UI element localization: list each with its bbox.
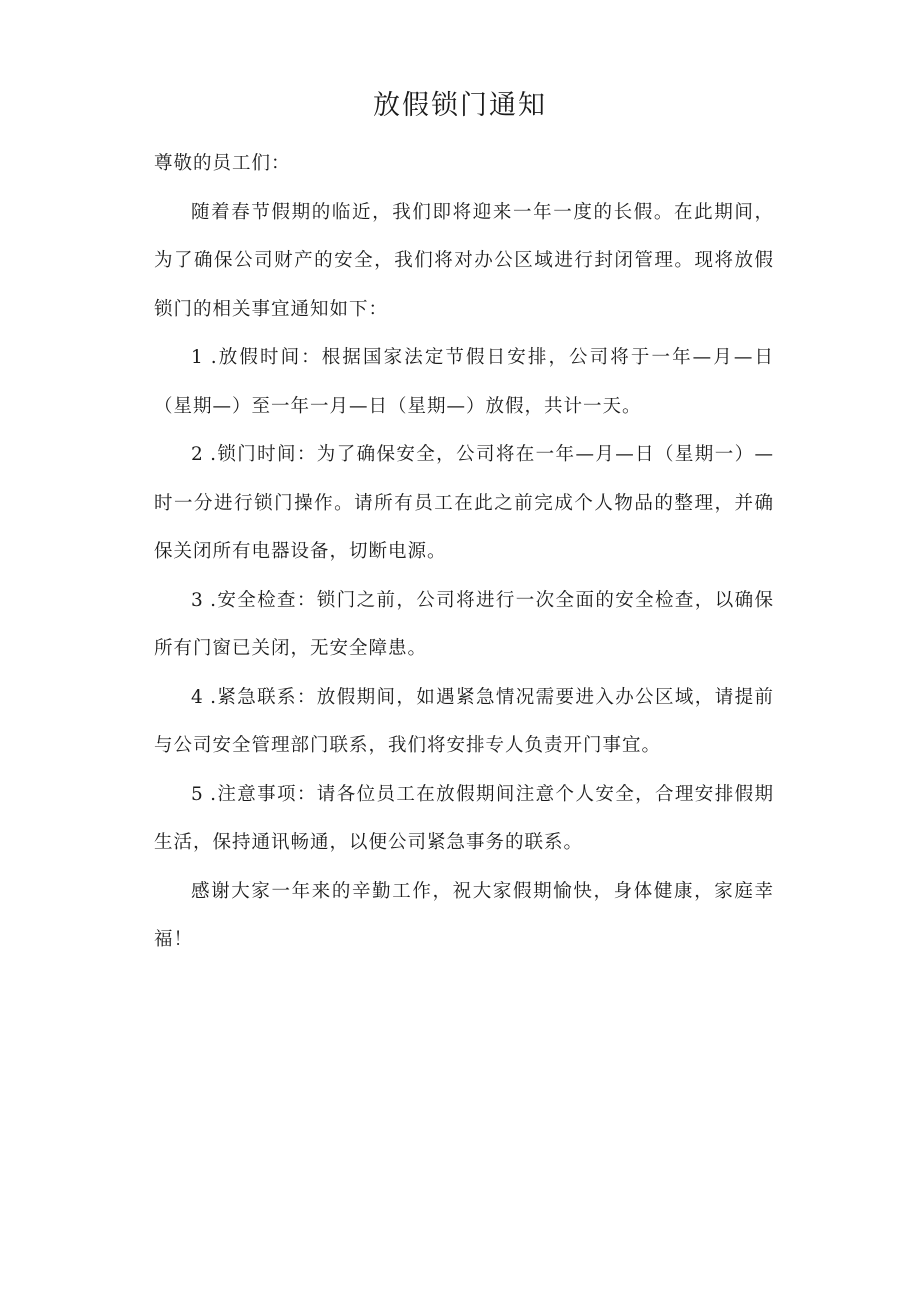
- item-text: .锁门时间：为了确保安全，公司将在一年—月—日（星期一）—时一分进行锁门操作。请所有员工在此之前完成个人物品的整理，并确保关闭所有电器设备，切断电源。: [154, 444, 774, 562]
- item-number: 3: [191, 589, 203, 611]
- salutation: 尊敬的员工们：: [154, 153, 291, 174]
- page-title: 放假锁门通知: [373, 90, 547, 121]
- notice-item-4: [154, 674, 774, 771]
- notice-body: [154, 140, 774, 965]
- notice-item-5: [154, 771, 774, 868]
- item-number: 2: [191, 444, 203, 465]
- intro-paragraph: 随着春节假期的临近，我们即将迎来一年一度的长假。在此期间，为了确保公司财产的安全，我们将对办公区域进行封闭管理。现将放假锁门的相关事宜通知如下：: [154, 201, 774, 320]
- notice-item-1: [154, 334, 774, 431]
- notice-item-2: [154, 431, 774, 577]
- closing-paragraph: 感谢大家一年来的辛勤工作，祝大家假期愉快，身体健康，家庭幸福！: [154, 880, 774, 950]
- item-text: .注意事项：请各位员工在放假期间注意个人安全，合理安排假期生活，保持通讯畅通，以便公司紧急事务的联系。: [154, 783, 774, 853]
- item-number: 1: [191, 347, 203, 368]
- item-number: 5: [191, 783, 203, 805]
- item-number: 4: [191, 686, 203, 708]
- item-text: .安全检查：锁门之前，公司将进行一次全面的安全检查，以确保所有门窗已关闭，无安全障患。: [154, 589, 774, 659]
- notice-item-3: [154, 577, 774, 674]
- item-text: .放假时间：根据国家法定节假日安排，公司将于一年—月—日（星期—）至一年一月—日（星期—）放假，共计一天。: [154, 347, 774, 417]
- item-text: .紧急联系：放假期间，如遇紧急情况需要进入办公区域，请提前与公司安全管理部门联系，我们将安排专人负责开门事宜。: [154, 686, 774, 756]
